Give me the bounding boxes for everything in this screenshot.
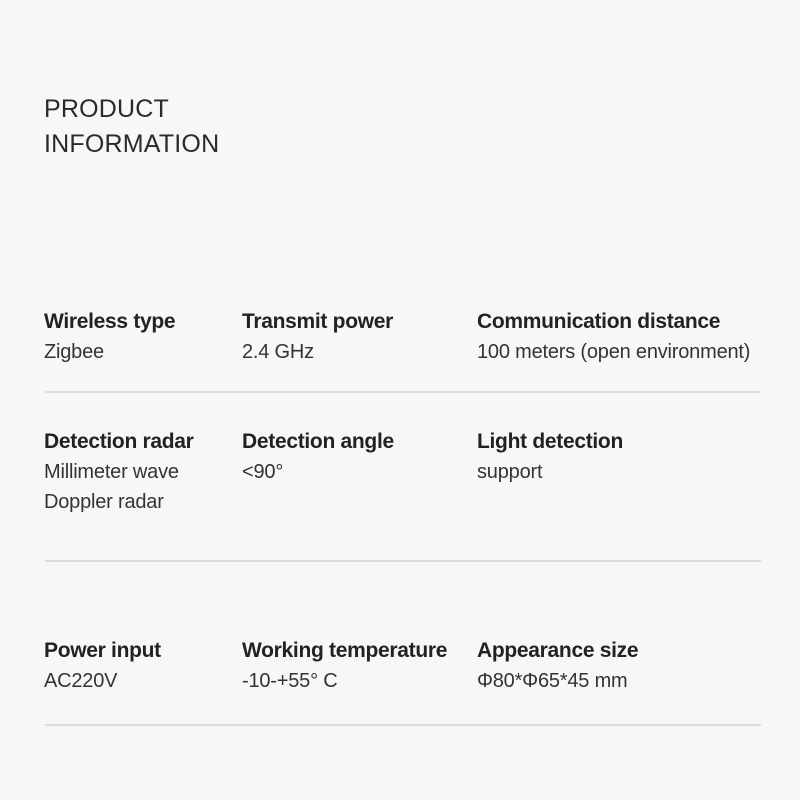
spec-label: Power input: [44, 639, 161, 662]
spec-power-input: [44, 636, 161, 696]
page-title-line-2: INFORMATION: [44, 130, 220, 158]
spec-label: Working temperature: [242, 639, 448, 662]
spec-label: Detection radar: [44, 430, 194, 453]
spec-label: Detection angle: [242, 430, 394, 453]
spec-wireless-type: [44, 307, 175, 367]
spec-label: Transmit power: [242, 310, 394, 333]
spec-value: Zigbee: [44, 341, 104, 363]
spec-label: Wireless type: [44, 310, 176, 333]
spec-communication-distance: [477, 307, 750, 367]
spec-label: Light detection: [477, 430, 623, 453]
spec-value: Doppler radar: [44, 491, 164, 513]
row-divider: [45, 724, 761, 726]
spec-value: Φ80*Φ65*45 mm: [477, 670, 628, 692]
spec-value: AC220V: [44, 670, 118, 692]
page-title-line-1: PRODUCT: [44, 95, 170, 123]
spec-row-power: [44, 636, 800, 736]
spec-transmit-power: [242, 307, 393, 367]
spec-row-detection: [44, 427, 800, 527]
spec-detection-radar: [44, 427, 194, 517]
spec-value: 2.4 GHz: [242, 341, 314, 363]
row-divider: [45, 391, 761, 393]
row-divider: [45, 560, 761, 562]
spec-value: <90°: [242, 461, 284, 483]
spec-value: -10-+55° C: [242, 670, 338, 692]
spec-value: support: [477, 461, 543, 483]
spec-label: Appearance size: [477, 639, 639, 662]
spec-detection-angle: [242, 427, 394, 487]
spec-light-detection: [477, 427, 623, 487]
spec-value: Millimeter wave: [44, 461, 179, 483]
spec-value: 100 meters (open environment): [477, 341, 751, 363]
spec-working-temperature: [242, 636, 447, 696]
page-title: [44, 92, 219, 162]
spec-appearance-size: [477, 636, 638, 696]
spec-label: Communication distance: [477, 310, 721, 333]
